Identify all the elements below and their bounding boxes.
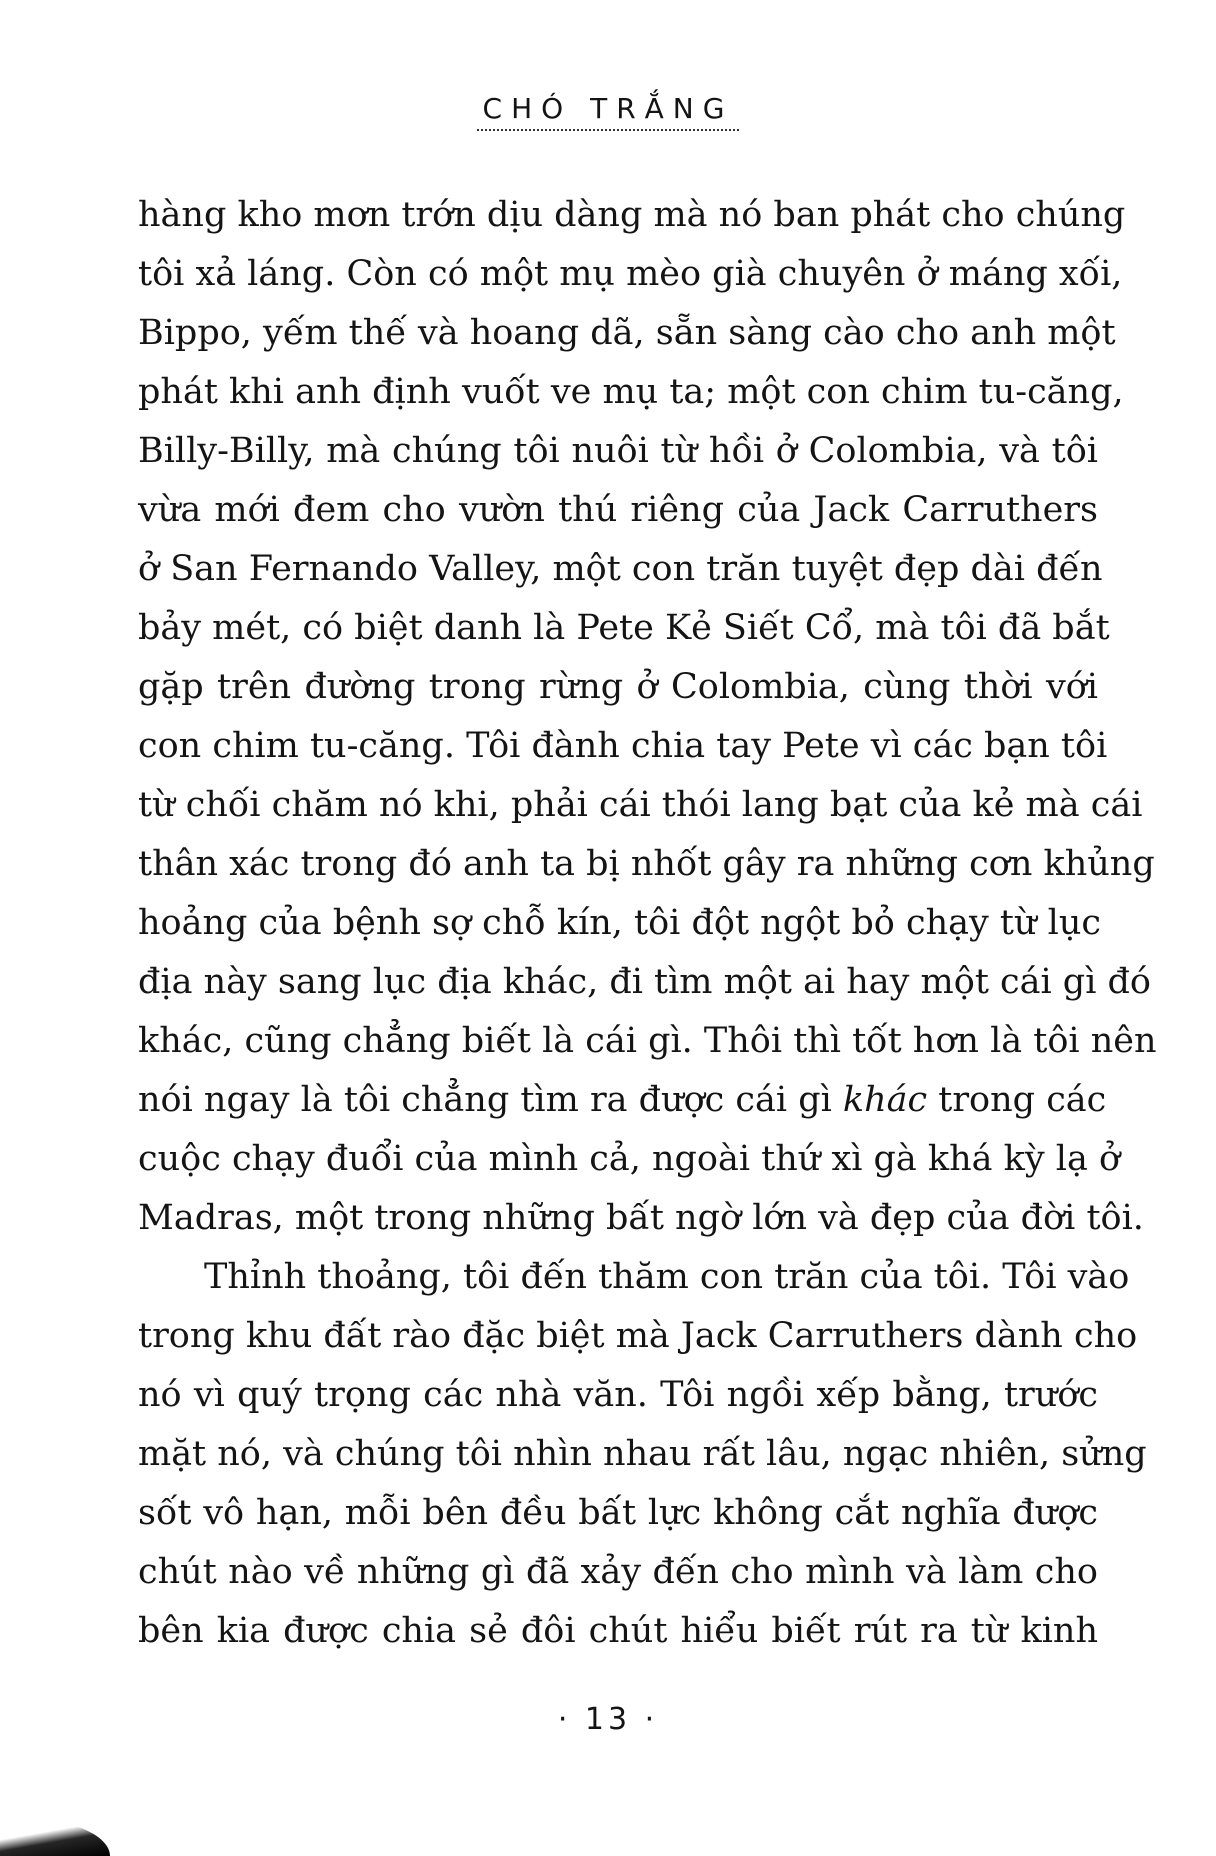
text-line: hoảng của bệnh sợ chỗ kín, tôi đột ngột bỏ chạy từ lục xyxy=(138,903,1101,943)
text-line: Billy-Billy, mà chúng tôi nuôi từ hồi ở Colombia, và tôi xyxy=(138,431,1098,471)
text-line: bên kia được chia sẻ đôi chút hiểu biết rút ra từ kinh xyxy=(138,1611,1098,1651)
text-line: mặt nó, và chúng tôi nhìn nhau rất lâu, ngạc nhiên, sửng xyxy=(138,1434,1147,1474)
running-title: CHÓ TRẮNG xyxy=(477,92,740,131)
text-line-with-italic xyxy=(138,1071,1107,1130)
text-line: Bippo, yếm thế và hoang dã, sẵn sàng cào cho anh một xyxy=(138,313,1116,353)
text-segment: nói ngay là tôi chẳng tìm ra được cái gì xyxy=(138,1080,843,1120)
text-line: gặp trên đường trong rừng ở Colombia, cùng thời với xyxy=(138,667,1098,707)
text-line: trong khu đất rào đặc biệt mà Jack Carruthers dành cho xyxy=(138,1316,1138,1356)
text-line: cuộc chạy đuổi của mình cả, ngoài thứ xì gà khá kỳ lạ ở xyxy=(138,1139,1121,1179)
text-line: con chim tu-căng. Tôi đành chia tay Pete vì các bạn tôi xyxy=(138,726,1108,766)
page-number: · 13 · xyxy=(557,1702,659,1737)
text-line: thân xác trong đó anh ta bị nhốt gây ra những cơn khủng xyxy=(138,844,1155,884)
text-line: hàng kho mơn trớn dịu dàng mà nó ban phát cho chúng xyxy=(138,195,1126,235)
italic-word: khác xyxy=(842,1080,928,1120)
text-line: phát khi anh định vuốt ve mụ ta; một con chim tu-căng, xyxy=(138,372,1124,412)
text-line: ở San Fernando Valley, một con trăn tuyệt đẹp dài đến xyxy=(138,549,1103,589)
text-line: nó vì quý trọng các nhà văn. Tôi ngồi xếp bằng, trước xyxy=(138,1375,1098,1415)
text-segment: trong các xyxy=(927,1080,1107,1120)
text-line: tôi xả láng. Còn có một mụ mèo già chuyên ở máng xối, xyxy=(138,254,1123,294)
paragraph-last-line: Madras, một trong những bất ngờ lớn và đẹp của đời tôi. xyxy=(138,1198,1144,1238)
text-line: chút nào về những gì đã xảy đến cho mình và làm cho xyxy=(138,1552,1098,1592)
page-edge-shadow xyxy=(0,1816,110,1856)
paragraph-first-line: Thỉnh thoảng, tôi đến thăm con trăn của tôi. Tôi vào xyxy=(204,1257,1130,1297)
text-line: khác, cũng chẳng biết là cái gì. Thôi thì tốt hơn là tôi nên xyxy=(138,1021,1157,1061)
text-line: sốt vô hạn, mỗi bên đều bất lực không cắt nghĩa được xyxy=(138,1493,1098,1533)
text-line: vừa mới đem cho vườn thú riêng của Jack Carruthers xyxy=(138,490,1098,530)
text-line: địa này sang lục địa khác, đi tìm một ai hay một cái gì đó xyxy=(138,962,1152,1002)
running-header xyxy=(0,92,1216,131)
text-line: từ chối chăm nó khi, phải cái thói lang bạt của kẻ mà cái xyxy=(138,785,1143,825)
text-line: bảy mét, có biệt danh là Pete Kẻ Siết Cổ, mà tôi đã bắt xyxy=(138,608,1110,648)
body-text xyxy=(138,186,1157,1661)
